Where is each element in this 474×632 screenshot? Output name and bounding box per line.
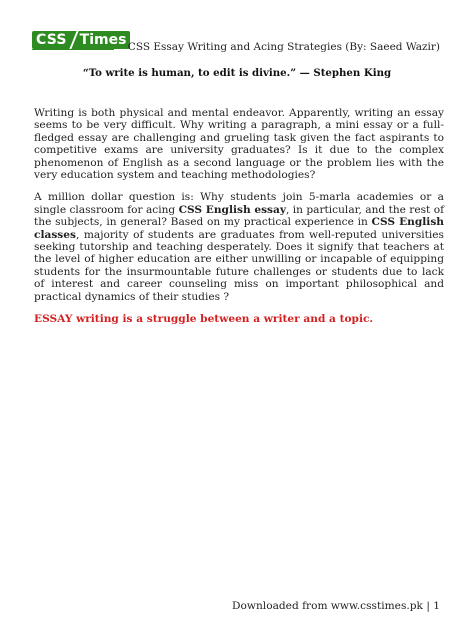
logo-text-times: Times	[79, 32, 127, 48]
document-body	[34, 107, 444, 336]
highlight-statement: ESSAY writing is a struggle between a writer and a topic.	[34, 313, 374, 326]
paragraph-text: A million dollar question is: Why students join 5-marla academies or a single classroom for acing	[34, 191, 444, 216]
paragraph-intro: Writing is both physical and mental endeavor. Apparently, writing an essay seems to be very difficult. Why writing a paragraph, a mini essay or a full-fledged essay are challenging and grueling task given the fact aspirants to competitive exams are university graduates? Is it due to the complex phenomenon of English as a second language or the problem lies with the very education system and teaching methodologies?	[34, 107, 444, 182]
logo-underline	[32, 49, 114, 50]
header-title: CSS Essay Writing and Acing Strategies (By: Saeed Wazir)	[127, 41, 440, 53]
paragraph-question	[34, 191, 444, 303]
bold-term: CSS English essay	[178, 203, 287, 216]
page-footer: Downloaded from www.csstimes.pk | 1	[232, 600, 440, 612]
css-times-logo	[32, 31, 130, 49]
paragraph-text: , in particular, and the rest of the subjects, in general? Based on my practical experience in	[34, 203, 444, 229]
epigraph-quote: “To write is human, to edit is divine.” — Stephen King	[82, 67, 392, 79]
logo-text-css: CSS	[36, 32, 67, 48]
paragraph-text: , majority of students are graduates from well-reputed universities seeking tutorship and teaching desperately. Does it signify that teachers at the level of higher education are either unwilling or incapable of equipping students for the insurmountable future challenges or students due to lack of interest and career counseling miss on important philosophical and practical dynamics of their studies ?	[34, 228, 444, 303]
logo-slash-icon	[70, 31, 78, 49]
bold-term: CSS English classes	[34, 216, 444, 241]
